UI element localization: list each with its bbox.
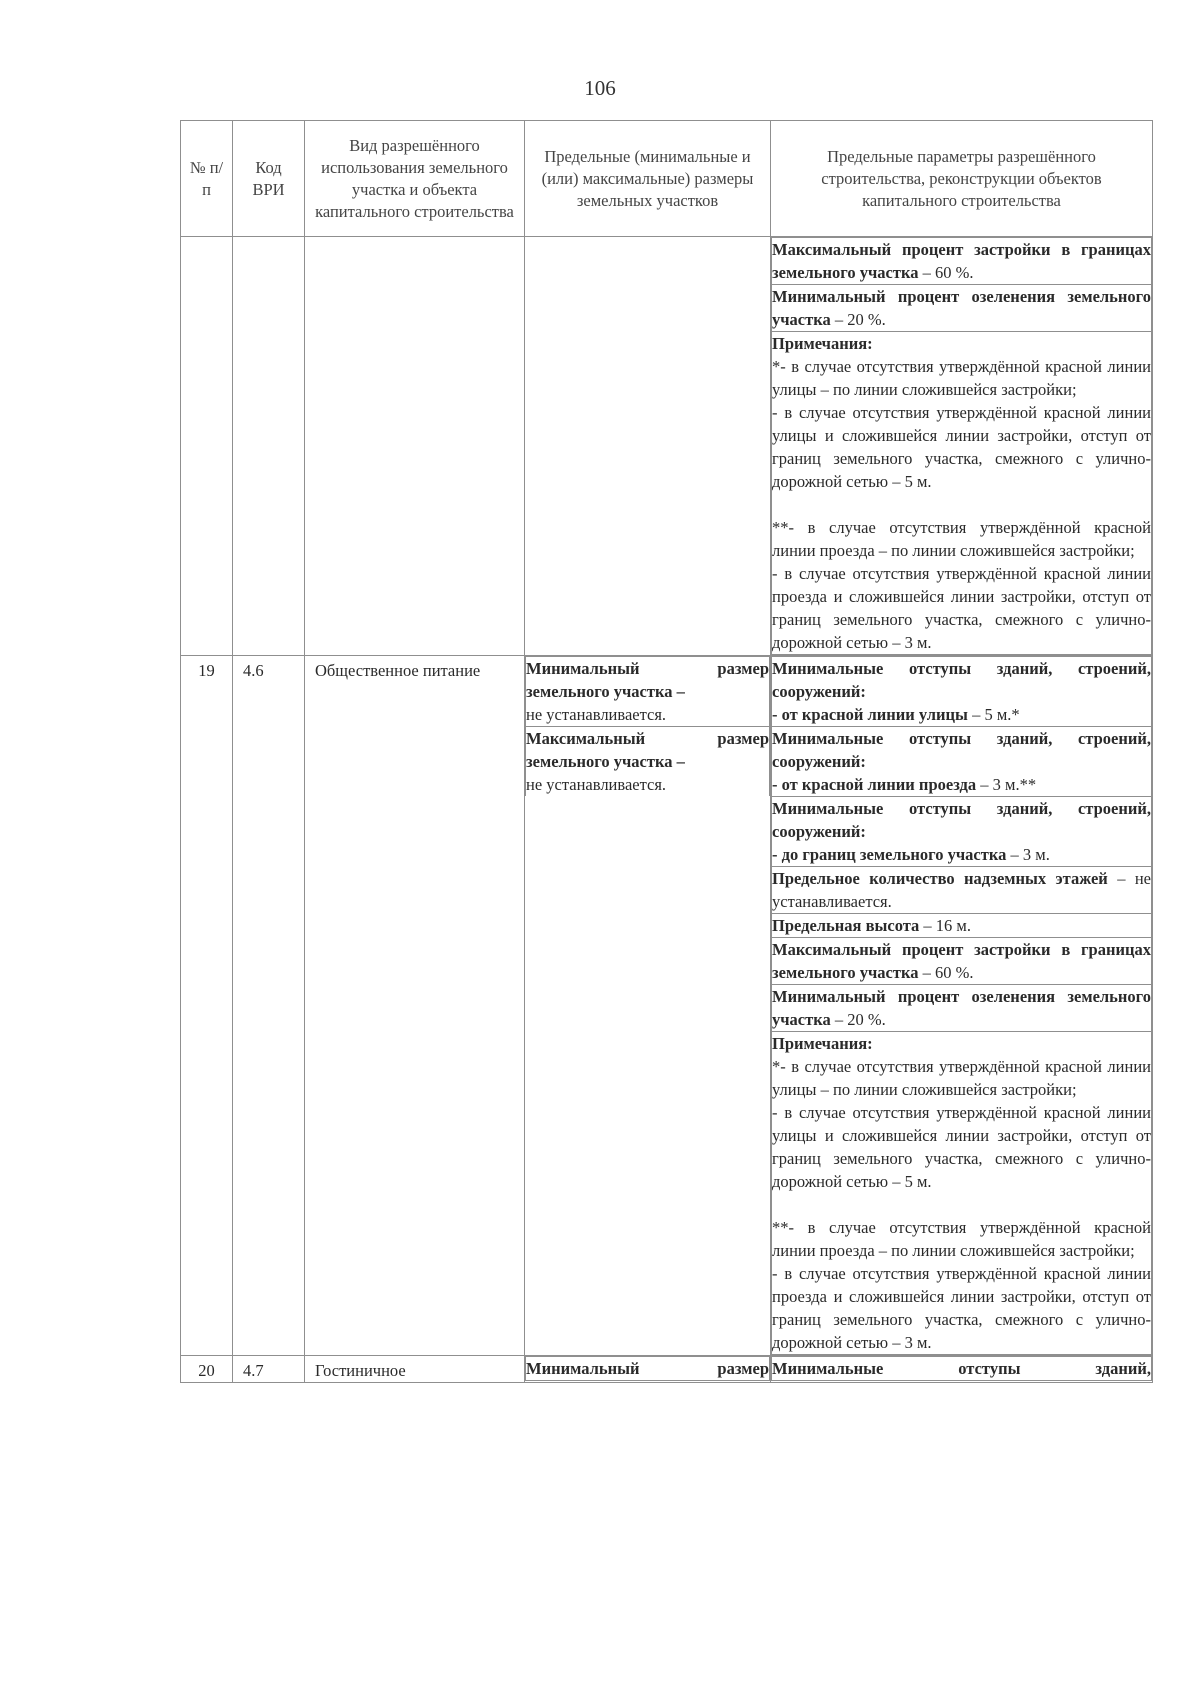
min-size-cell: Минимальный размер — [526, 1357, 770, 1381]
header-num: № п/п — [181, 121, 233, 237]
row-code: 4.7 — [233, 1356, 305, 1383]
header-type: Вид разрешённого использования земельного участка и объекта капитального строительства — [305, 121, 525, 237]
header-sizes: Предельные (минимальные и (или) максимальные) размеры земельных участков — [525, 121, 771, 237]
param-cell: Максимальный процент застройки в границах земельного участка – 60 %. — [772, 938, 1152, 985]
zoning-table — [180, 120, 1153, 1383]
header-code: Код ВРИ — [233, 121, 305, 237]
param-cell: Предельное количество надземных этажей – не устанавливается. — [772, 867, 1152, 914]
table-header-row — [181, 121, 1153, 237]
notes-cell — [772, 1032, 1152, 1355]
param-cell: Предельная высота – 16 м. — [772, 914, 1152, 938]
note-text: **- в случае отсутствия утверждённой красной линии проезда – по линии сложившейся застройки; — [772, 1218, 1151, 1260]
note-text: *- в случае отсутствия утверждённой красной линии улицы – по линии сложившейся застройки; — [772, 357, 1151, 399]
note-text: *- в случае отсутствия утверждённой красной линии улицы – по линии сложившейся застройки; — [772, 1057, 1151, 1099]
row-type-name: Гостиничное — [305, 1356, 525, 1383]
row-number: 19 — [181, 656, 233, 1356]
notes-cell — [772, 332, 1152, 655]
row-number: 20 — [181, 1356, 233, 1383]
param-cell: Минимальные отступы зданий, — [772, 1357, 1152, 1381]
params-list — [771, 656, 1152, 1355]
sizes-list — [525, 656, 770, 796]
param-cell: Минимальный процент озеленения земельного участка – 20 %. — [772, 285, 1152, 332]
param-cell: Минимальные отступы зданий, строений, сооружений: - до границ земельного участка – 3 м. — [772, 797, 1152, 867]
note-text: - в случае отсутствия утверждённой красной линии улицы и сложившейся линии застройки, отступ от границ земельного участка, смежного с улично-дорожной сетью – 5 м. — [772, 403, 1151, 491]
note-text: - в случае отсутствия утверждённой красной линии проезда и сложившейся линии застройки, отступ от границ земельного участка, смежного с улично-дорожной сетью – 3 м. — [772, 1264, 1151, 1352]
param-cell: Минимальные отступы зданий, строений, сооружений: - от красной линии проезда – 3 м.** — [772, 727, 1152, 797]
header-params: Предельные параметры разрешённого строительства, реконструкции объектов капитального строительства — [771, 121, 1153, 237]
row-code: 4.6 — [233, 656, 305, 1356]
param-cell: Максимальный процент застройки в границах земельного участка – 60 %. — [772, 238, 1152, 285]
page-number: 106 — [584, 76, 616, 100]
param-cell: Минимальный процент озеленения земельного участка – 20 %. — [772, 985, 1152, 1032]
max-size-cell: Максимальный размер земельного участка – не устанавливается. — [526, 727, 770, 797]
notes-title: Примечания: — [772, 1034, 873, 1053]
notes-title: Примечания: — [772, 334, 873, 353]
table-row-continued — [181, 237, 1153, 656]
note-text: - в случае отсутствия утверждённой красной линии улицы и сложившейся линии застройки, отступ от границ земельного участка, смежного с улично-дорожной сетью – 5 м. — [772, 1103, 1151, 1191]
params-list — [771, 237, 1152, 655]
table-row-20 — [181, 1356, 1153, 1383]
min-size-cell: Минимальный размер земельного участка – не устанавливается. — [526, 657, 770, 727]
param-cell: Минимальные отступы зданий, строений, сооружений: - от красной линии улицы – 5 м.* — [772, 657, 1152, 727]
note-text: - в случае отсутствия утверждённой красной линии проезда и сложившейся линии застройки, отступ от границ земельного участка, смежного с улично-дорожной сетью – 3 м. — [772, 564, 1151, 652]
row-type-name: Общественное питание — [305, 656, 525, 1356]
table-row-19 — [181, 656, 1153, 1356]
note-text: **- в случае отсутствия утверждённой красной линии проезда – по линии сложившейся застройки; — [772, 518, 1151, 560]
